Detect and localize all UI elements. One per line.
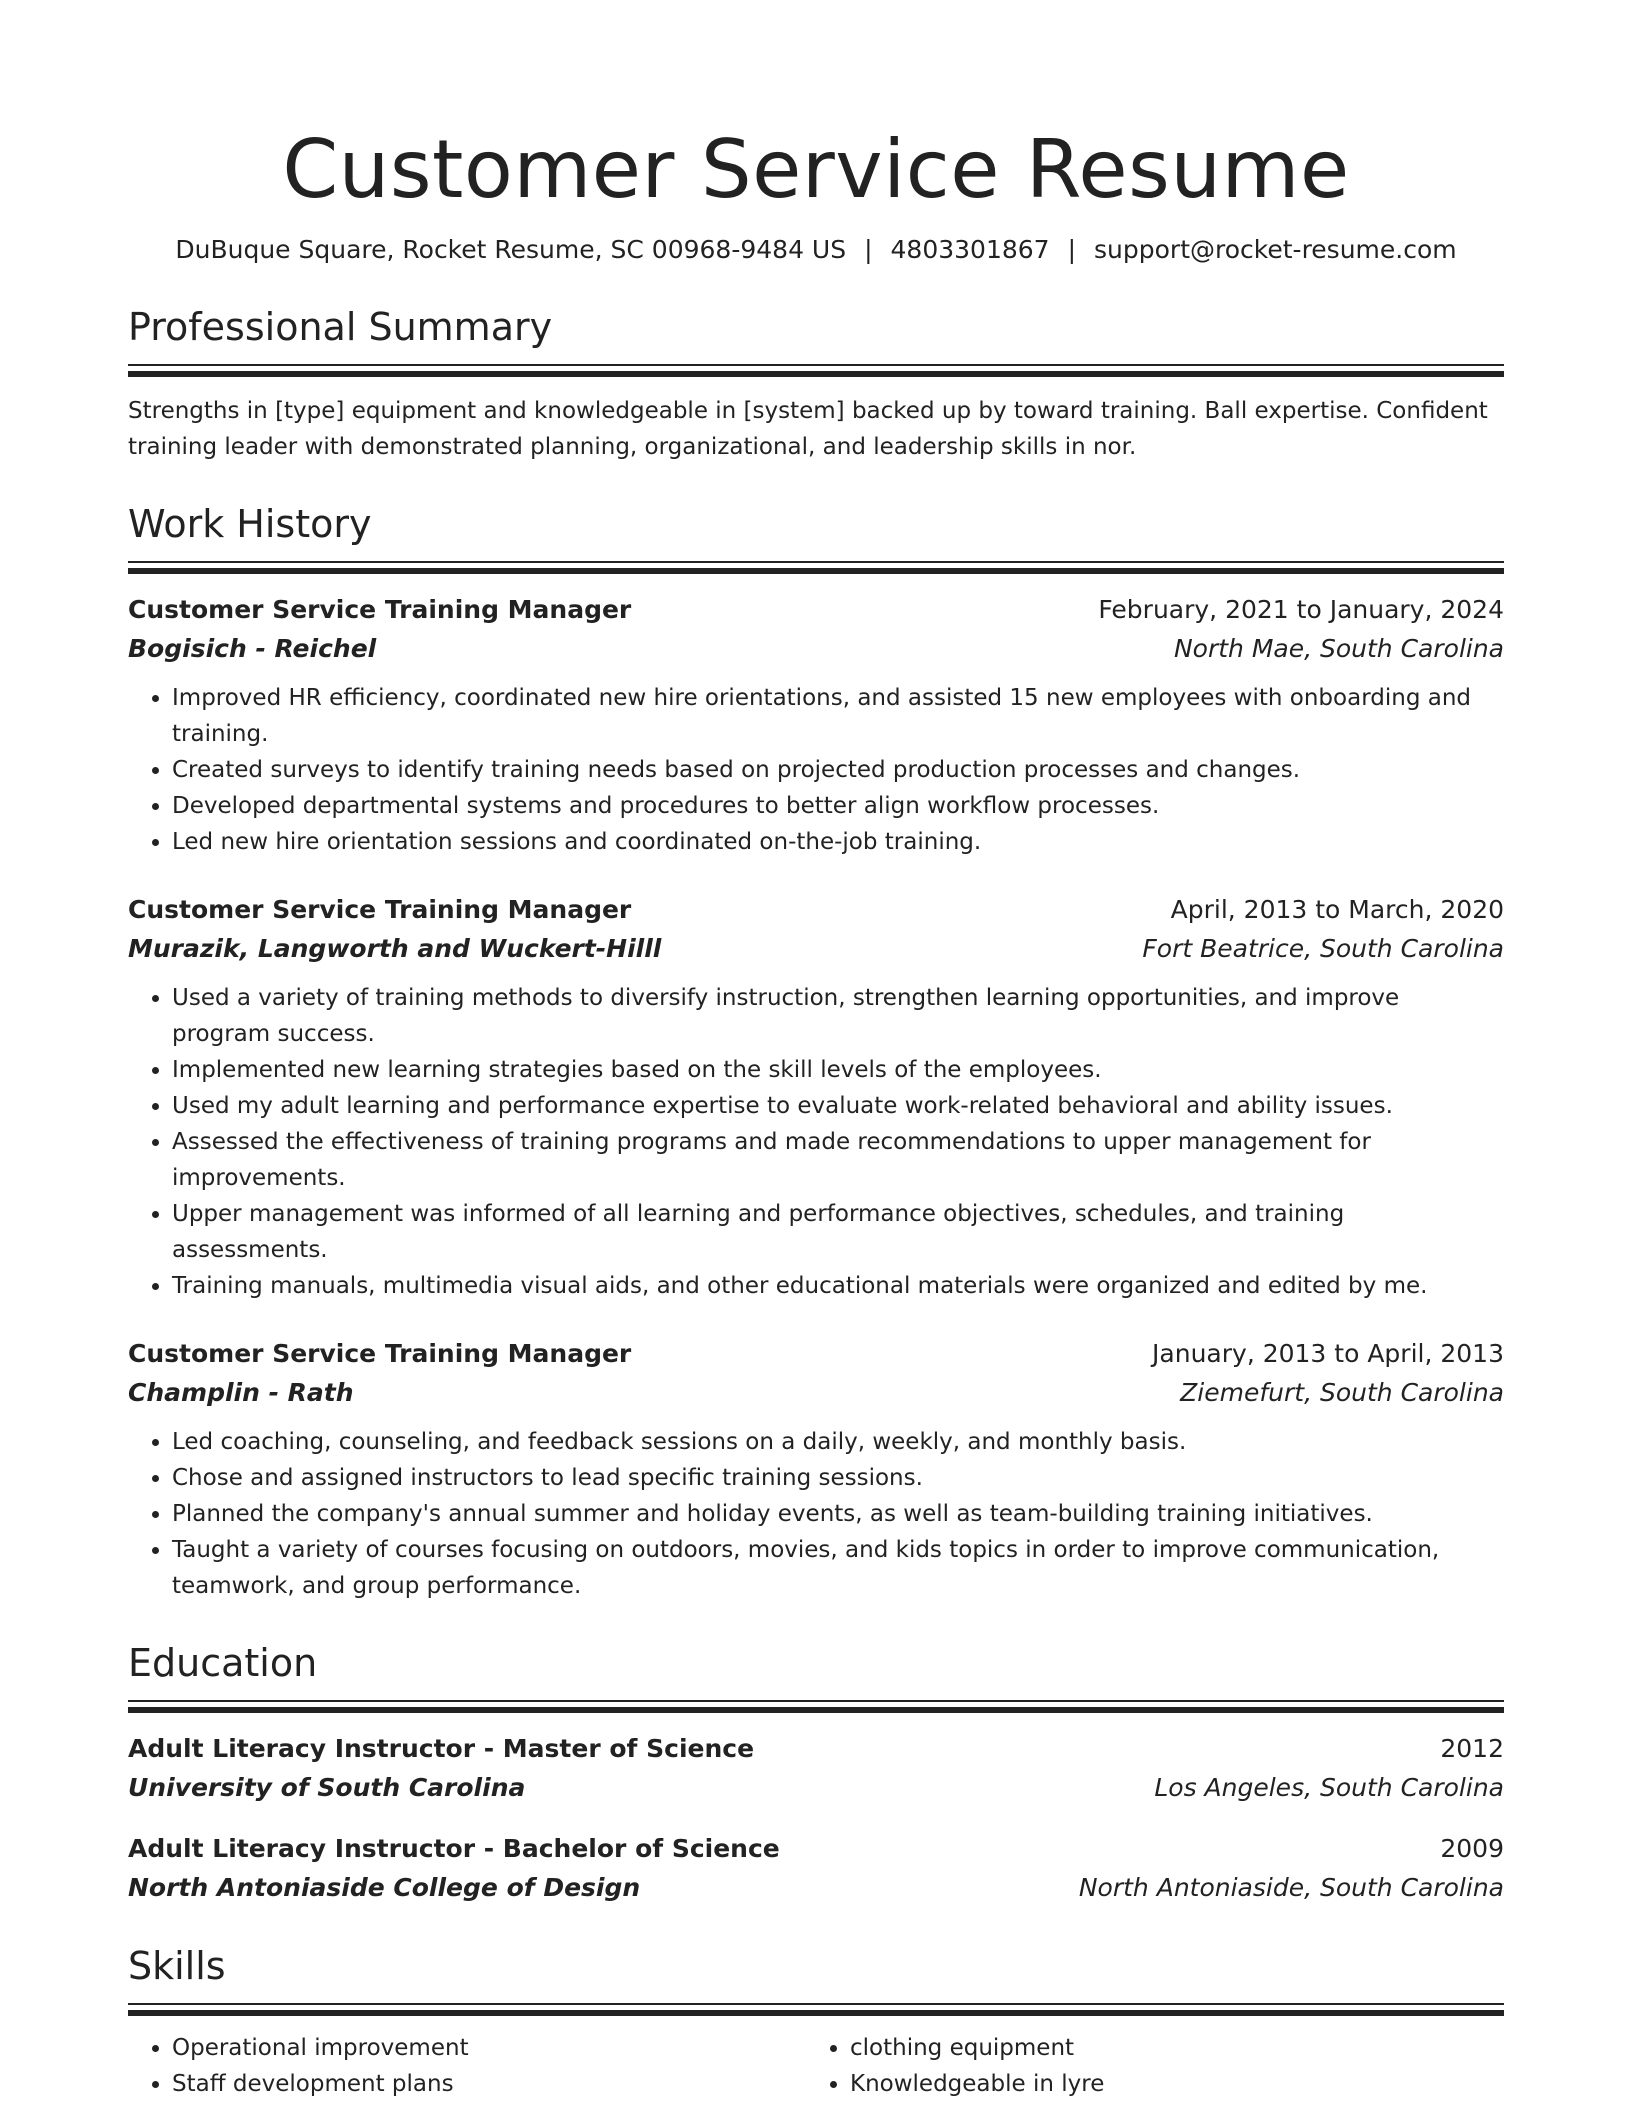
education-school-row [128,1869,1504,1907]
job-company-row [128,630,1504,668]
job-bullet: • Taught a variety of courses focusing on outdoors, movies, and kids topics in order to improve communication, teamwork, and group performance. [172,1532,1504,1604]
skills-list [128,2030,1504,2102]
job-bullet: • Used my adult learning and performance expertise to evaluate work-related behavioral and ability issues. [172,1088,1504,1124]
job-bullet: • Improved HR efficiency, coordinated new hire orientations, and assisted 15 new employees with onboarding and training. [172,680,1504,752]
section-title-education: Education [128,1641,318,1685]
job-entry [128,890,1504,1304]
contact-line [128,232,1504,268]
education-section-header [128,1638,1504,1713]
education-year: 2012 [1440,1734,1504,1763]
job-bullets [128,980,1504,1304]
job-bullet: • Led new hire orientation sessions and coordinated on-the-job training. [172,824,1504,860]
job-title: Customer Service Training Manager [128,895,632,924]
education-location: North Antoniaside, South Carolina [1078,1873,1504,1902]
job-header-row [128,890,1504,930]
job-dates: January, 2013 to April, 2013 [1152,1339,1504,1368]
education-header-row [128,1829,1504,1869]
job-location: North Mae, South Carolina [1173,634,1504,663]
section-title-skills: Skills [128,1944,226,1988]
skill-item: • clothing equipment [850,2030,1484,2066]
job-bullets [128,1424,1504,1604]
job-company-row [128,1374,1504,1412]
job-dates: April, 2013 to March, 2020 [1170,895,1504,924]
resume-page [128,0,1504,2102]
education-entry [128,1829,1504,1907]
section-divider [128,2003,1504,2016]
contact-address: DuBuque Square, Rocket Resume, SC 00968-9484 US [175,235,847,264]
contact-separator: | [1067,235,1077,264]
resume-title: Customer Service Resume [282,123,1350,216]
job-bullet: • Planned the company's annual summer and holiday events, as well as team-building training initiatives. [172,1496,1504,1532]
skill-item: • Operational improvement [172,2030,806,2066]
work-section-header [128,499,1504,574]
job-bullet: • Implemented new learning strategies based on the skill levels of the employees. [172,1052,1504,1088]
education-degree: Adult Literacy Instructor - Master of Science [128,1734,755,1763]
job-bullet: • Led coaching, counseling, and feedback sessions on a daily, weekly, and monthly basis. [172,1424,1504,1460]
section-divider [128,364,1504,377]
education-entry [128,1729,1504,1807]
job-location: Fort Beatrice, South Carolina [1142,934,1504,963]
job-bullet: • Assessed the effectiveness of training programs and made recommendations to upper management for improvements. [172,1124,1504,1196]
skills-section-header [128,1941,1504,2016]
section-title-work: Work History [128,502,372,546]
job-company: Champlin - Rath [128,1378,354,1407]
skills-column-left [128,2030,806,2102]
job-entry [128,590,1504,860]
summary-section-header [128,302,1504,377]
job-company: Bogisich - Reichel [128,634,377,663]
skill-item: • Knowledgeable in lyre [850,2066,1484,2102]
job-title: Customer Service Training Manager [128,1339,632,1368]
contact-separator: | [864,235,873,264]
job-bullet: • Chose and assigned instructors to lead specific training sessions. [172,1460,1504,1496]
education-year: 2009 [1440,1834,1504,1863]
job-bullet: • Developed departmental systems and procedures to better align workflow processes. [172,788,1504,824]
skill-item: • Staff development plans [172,2066,806,2102]
job-header-row [128,1334,1504,1374]
section-title-summary: Professional Summary [128,305,553,349]
education-school-row [128,1769,1504,1807]
education-degree: Adult Literacy Instructor - Bachelor of Science [128,1834,780,1863]
job-title: Customer Service Training Manager [128,595,632,624]
job-company: Murazik, Langworth and Wuckert-Hilll [128,934,662,963]
job-header-row [128,590,1504,630]
section-divider [128,561,1504,574]
contact-phone: 4803301867 [890,235,1050,264]
summary-text: Strengths in [type] equipment and knowledgeable in [system] backed up by toward training. Ball expertise. Confident training leader with demonstrated planning, organizational, and leadership skills in nor. [128,398,1488,460]
job-bullet: • Created surveys to identify training needs based on projected production processes and changes. [172,752,1504,788]
job-entry [128,1334,1504,1604]
job-location: Ziemefurt, South Carolina [1180,1378,1504,1407]
education-school: North Antoniaside College of Design [128,1873,641,1902]
education-school: University of South Carolina [128,1773,526,1802]
section-divider [128,1700,1504,1713]
job-bullet: • Used a variety of training methods to diversify instruction, strengthen learning opportunities, and improve program success. [172,980,1504,1052]
job-company-row [128,930,1504,968]
job-bullet: • Training manuals, multimedia visual aids, and other educational materials were organized and edited by me. [172,1268,1504,1304]
job-dates: February, 2021 to January, 2024 [1098,595,1504,624]
job-bullets [128,680,1504,860]
contact-email: support@rocket-resume.com [1094,235,1457,264]
education-location: Los Angeles, South Carolina [1154,1773,1504,1802]
education-header-row [128,1729,1504,1769]
job-bullet: • Upper management was informed of all learning and performance objectives, schedules, and training assessments. [172,1196,1504,1268]
skills-column-right [806,2030,1484,2102]
